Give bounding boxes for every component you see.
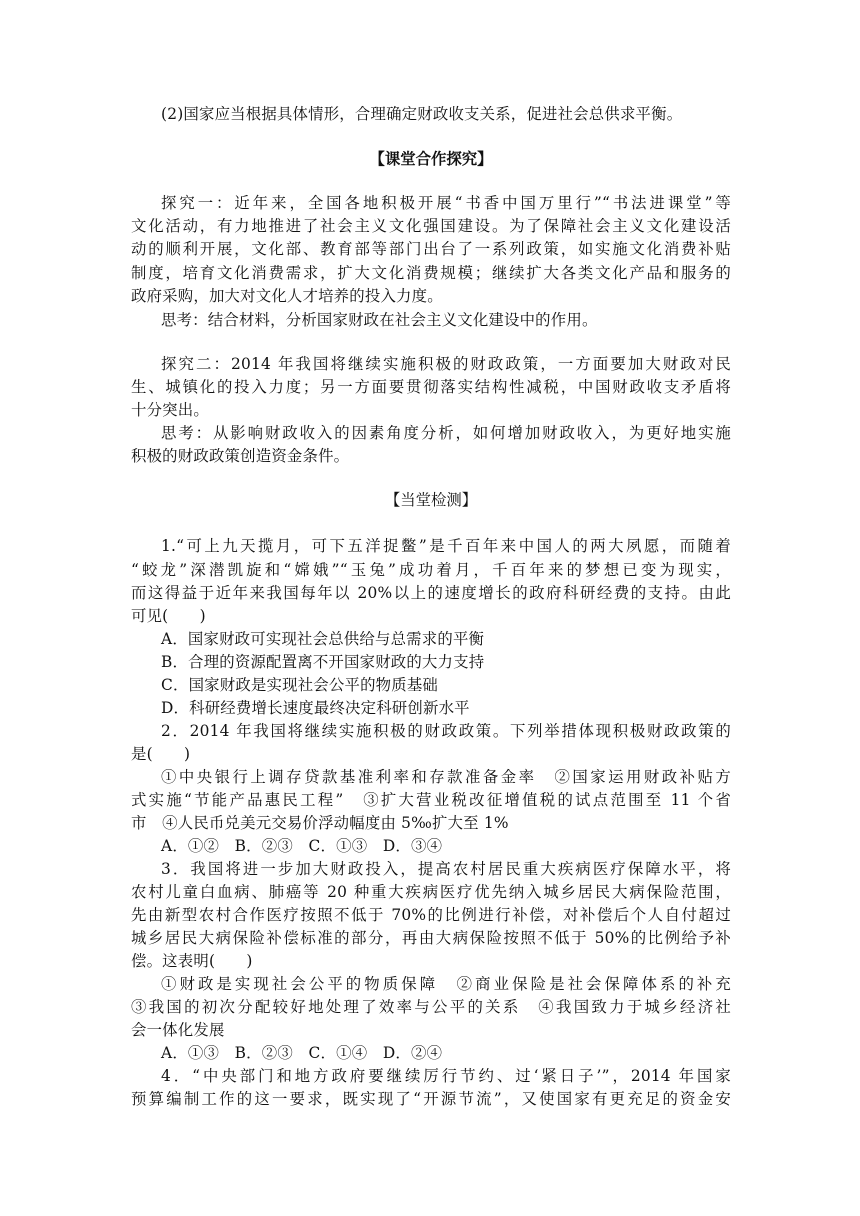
- q3-line: 偿。这表明( ): [131, 952, 253, 970]
- section-title-in-class-test: 【当堂检测】: [384, 491, 478, 509]
- explore1-line: 制度，培育文化消费需求，扩大文化消费规模；继续扩大各类文化产品和服务的: [131, 264, 731, 282]
- q1-option: A．国家财政可实现社会总供给与总需求的平衡: [161, 630, 485, 648]
- q1-option: B．合理的资源配置离不开国家财政的大力支持: [161, 653, 485, 671]
- explore2-line: 探究二：2014 年我国将继续实施积极的财政政策，一方面要加大财政对民: [161, 355, 731, 373]
- q2-line: 2．2014 年我国将继续实施积极的财政政策。下列举措体现积极财政政策的: [161, 722, 731, 740]
- q2-item-line: ①中央银行上调存贷款基准利率和存款准备金率 ②国家运用财政补贴方: [161, 768, 731, 786]
- q4-line: 4．“中央部门和地方政府要继续厉行节约、过‘紧日子’”，2014 年国家: [161, 1067, 731, 1085]
- q2-item-line: 式实施“节能产品惠民工程” ③扩大营业税改征增值税的试点范围至 11 个省: [131, 791, 731, 809]
- q3-item-line: 会一体化发展: [131, 1021, 225, 1039]
- q1-line: 1.“可上九天揽月，可下五洋捉鳖”是千百年来中国人的两大夙愿，而随着: [161, 537, 731, 555]
- explore1-line: 探究一：近年来，全国各地积极开展“书香中国万里行”“书法进课堂”等: [161, 194, 731, 212]
- q2-item-line: 市 ④人民币兑美元交易价浮动幅度由 5‰扩大至 1%: [131, 814, 509, 832]
- q3-item-line: ①财政是实现社会公平的物质保障 ②商业保险是社会保障体系的补充: [161, 975, 731, 993]
- explore1-line: 文化活动，有力地推进了社会主义文化强国建设。为了保障社会主义文化建设活: [131, 217, 731, 235]
- q1-option: D．科研经费增长速度最终决定科研创新水平: [161, 699, 470, 717]
- explore2-line: 生、城镇化的投入力度；另一方面要贯彻落实结构性减税，中国财政收支矛盾将: [131, 378, 731, 396]
- q3-item-line: ③我国的初次分配较好地处理了效率与公平的关系 ④我国致力于城乡经济社: [131, 998, 731, 1016]
- think1-line: 思考：结合材料，分析国家财政在社会主义文化建设中的作用。: [161, 311, 598, 329]
- q1-line: 可见( ): [131, 607, 206, 625]
- explore2-line: 十分突出。: [131, 401, 209, 419]
- q1-line: “蛟龙”深潜凯旋和“嫦娥”“玉兔”成功着月，千百年来的梦想已变为现实，: [131, 561, 731, 579]
- section-title-class-cooperation: 【课堂合作探究】: [369, 150, 493, 168]
- q3-options: A．①③ B．②③ C．①④ D．②④: [161, 1044, 443, 1062]
- q2-options: A．①② B．②③ C．①③ D．③④: [161, 837, 443, 855]
- q2-line: 是( ): [131, 745, 191, 763]
- q3-line: 农村儿童白血病、肺癌等 20 种重大疾病医疗优先纳入城乡居民大病保险范围，: [131, 883, 731, 901]
- q3-line: 城乡居民大病保险补偿标准的部分，再由大病保险按照不低于 50%的比例给予补: [131, 929, 731, 947]
- q1-line: 而这得益于近年来我国每年以 20%以上的速度增长的政府科研经费的支持。由此: [131, 584, 731, 602]
- intro-line: (2)国家应当根据具体情形，合理确定财政收支关系，促进社会总供求平衡。: [161, 105, 683, 123]
- think2-line: 积极的财政政策创造资金条件。: [131, 447, 350, 465]
- explore1-line: 动的顺利开展，文化部、教育部等部门出台了一系列政策，如实施文化消费补贴: [131, 240, 731, 258]
- explore1-line: 政府采购，加大对文化人才培养的投入力度。: [131, 287, 443, 305]
- q3-line: 先由新型农村合作医疗按照不低于 70%的比例进行补偿，对补偿后个人自付超过: [131, 906, 731, 924]
- q1-option: C．国家财政是实现社会公平的物质基础: [161, 676, 439, 694]
- q4-line: 预算编制工作的这一要求，既实现了“开源节流”，又使国家有更充足的资金安: [131, 1090, 731, 1108]
- q3-line: 3．我国将进一步加大财政投入，提高农村居民重大疾病医疗保障水平，将: [161, 860, 731, 878]
- think2-line: 思考：从影响财政收入的因素角度分析，如何增加财政收入，为更好地实施: [161, 424, 731, 442]
